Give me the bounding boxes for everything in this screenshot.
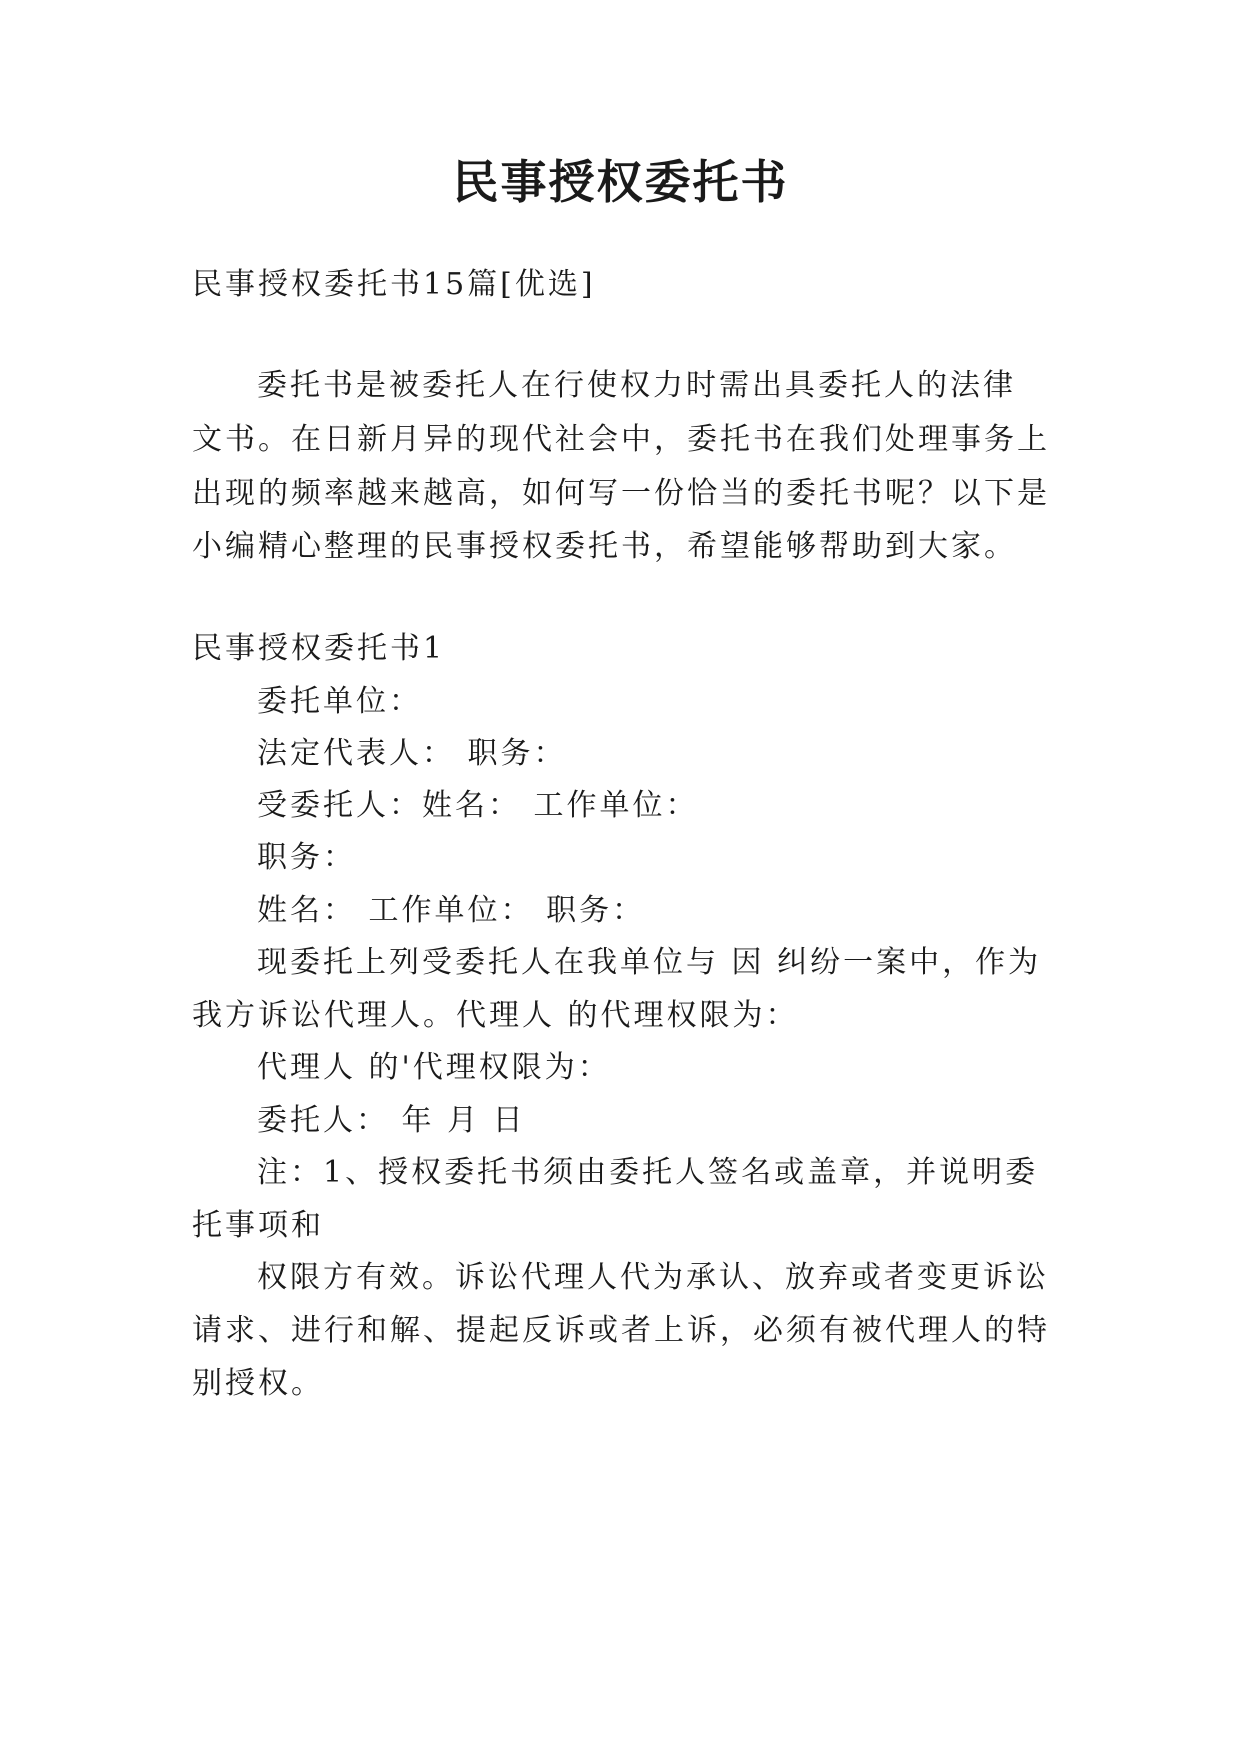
form-line: 姓名： 工作单位： 职务： bbox=[257, 893, 646, 928]
note-line: 注：1、授权委托书须由委托人签名或盖章，并说明委 bbox=[257, 1155, 1039, 1190]
form-line: 代理人 的'代理权限为： bbox=[257, 1050, 611, 1085]
intro-line: 小编精心整理的民事授权委托书，希望能够帮助到大家。 bbox=[192, 529, 1017, 564]
note-line: 请求、进行和解、提起反诉或者上诉，必须有被代理人的特 bbox=[192, 1313, 1050, 1348]
form-line: 法定代表人： 职务： bbox=[257, 736, 567, 771]
form-line: 我方诉讼代理人。代理人 的代理权限为： bbox=[192, 998, 799, 1033]
note-line: 托事项和 bbox=[192, 1208, 324, 1243]
form-line: 职务： bbox=[257, 840, 356, 875]
form-line: 委托人： 年 月 日 bbox=[257, 1103, 526, 1138]
intro-line: 出现的频率越来越高，如何写一份恰当的委托书呢？以下是 bbox=[192, 476, 1050, 511]
form-line: 委托单位： bbox=[257, 684, 422, 719]
form-line: 受委托人：姓名： 工作单位： bbox=[257, 788, 699, 823]
section-heading: 民事授权委托书1 bbox=[192, 631, 446, 666]
form-line: 现委托上列受委托人在我单位与 因 纠纷一案中，作为 bbox=[257, 945, 1042, 980]
document-subtitle: 民事授权委托书15篇[优选] bbox=[192, 267, 596, 302]
intro-line: 文书。在日新月异的现代社会中，委托书在我们处理事务上 bbox=[192, 422, 1050, 457]
note-line: 别授权。 bbox=[192, 1366, 324, 1401]
document-title: 民事授权委托书 bbox=[452, 155, 789, 209]
note-line: 权限方有效。诉讼代理人代为承认、放弃或者变更诉讼 bbox=[257, 1260, 1049, 1295]
intro-line: 委托书是被委托人在行使权力时需出具委托人的法律 bbox=[257, 368, 1016, 403]
